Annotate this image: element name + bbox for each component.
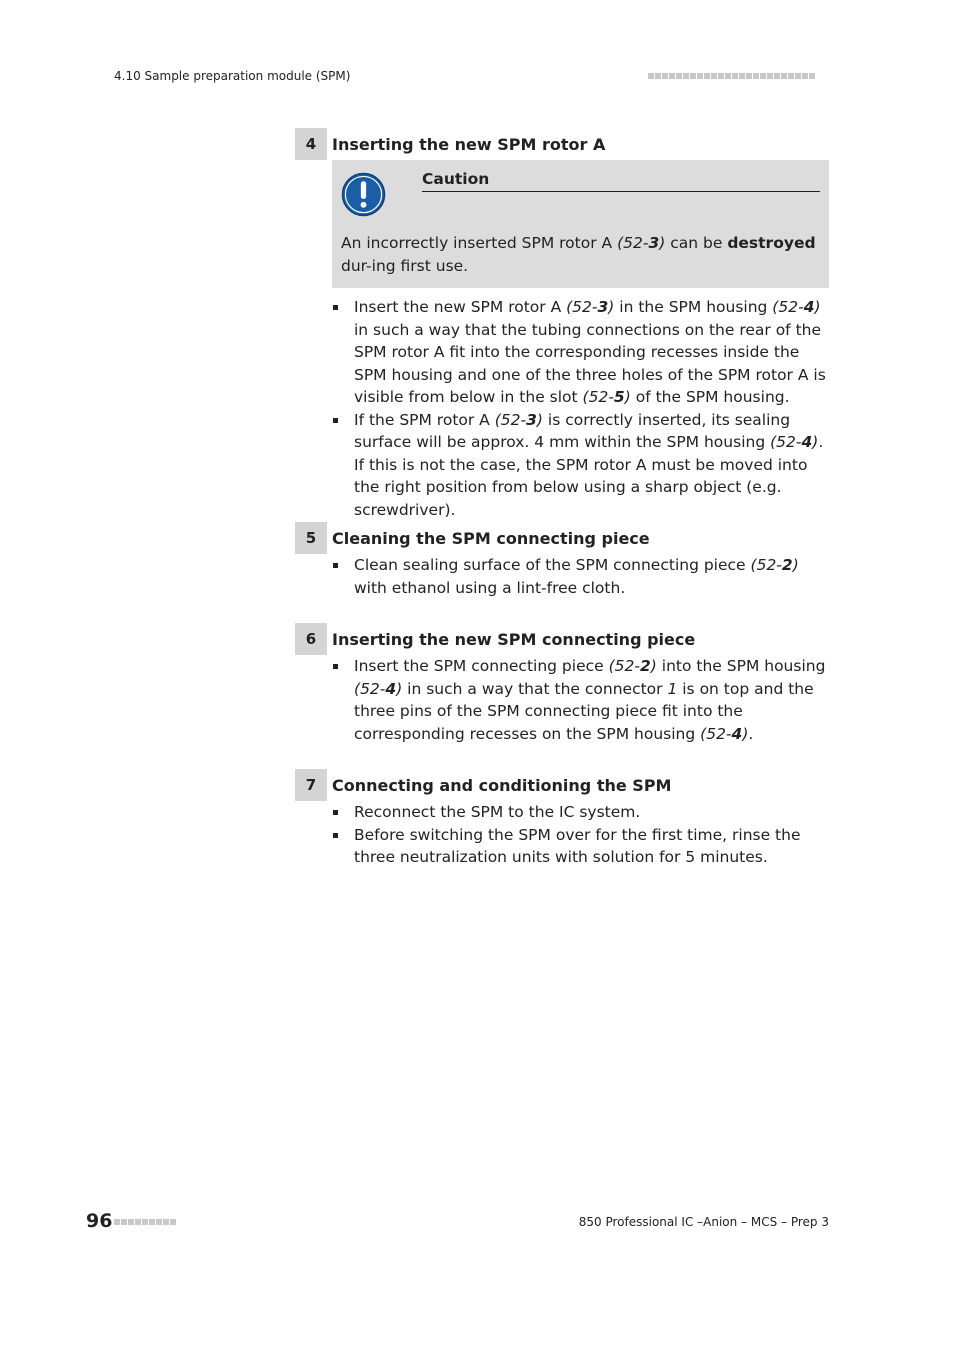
step-7-list — [332, 801, 829, 869]
step-title: Connecting and conditioning the SPM — [332, 775, 672, 795]
step-4-heading — [295, 128, 829, 160]
step-4-list — [332, 296, 829, 521]
list-item: Reconnect the SPM to the IC system. — [332, 801, 829, 824]
list-item: Insert the SPM connecting piece (52-2) into the SPM housing (52-4) in such a way that the connector 1 is on top and the three pins of the SPM connecting piece fit into the corresponding recesses on the SPM housing (52-4). — [332, 655, 829, 745]
step-number: 5 — [295, 522, 327, 554]
step-5-list — [332, 554, 829, 599]
exclamation-icon — [341, 172, 386, 217]
caution-text: An incorrectly inserted SPM rotor A (52-3) can be destroyed dur-ing first use. — [341, 234, 816, 275]
running-header: 4.10 Sample preparation module (SPM) — [114, 69, 351, 83]
list-item: Insert the new SPM rotor A (52-3) in the SPM housing (52-4) in such a way that the tubing connections on the rear of the SPM rotor A fit into the corresponding recesses inside the SPM housing and one of the three holes of the SPM rotor A is visible from below in the slot (52-5) of the SPM housing. — [332, 296, 829, 409]
list-item: Clean sealing surface of the SPM connecting piece (52-2) with ethanol using a lint-free cloth. — [332, 554, 829, 599]
step-number: 4 — [295, 128, 327, 160]
step-6-heading — [295, 623, 829, 655]
footer-decoration — [114, 1219, 176, 1225]
step-6-list — [332, 655, 829, 745]
caution-title: Caution — [422, 170, 820, 192]
step-title: Cleaning the SPM connecting piece — [332, 528, 650, 548]
step-title: Inserting the new SPM rotor A — [332, 134, 606, 154]
step-title: Inserting the new SPM connecting piece — [332, 629, 696, 649]
list-item: If the SPM rotor A (52-3) is correctly inserted, its sealing surface will be approx. 4 mm within the SPM housing (52-4). If this is not the case, the SPM rotor A must be moved into the right position from below using a sharp object (e.g. screwdriver). — [332, 409, 829, 522]
list-item: Before switching the SPM over for the first time, rinse the three neutralization units with solution for 5 minutes. — [332, 824, 829, 869]
step-7-heading — [295, 769, 829, 801]
destroyed-emphasis: destroyed — [727, 234, 816, 252]
step-number: 7 — [295, 769, 327, 801]
page-number: 96 — [86, 1210, 113, 1232]
caution-box — [332, 160, 829, 288]
header-decoration — [648, 73, 815, 79]
step-5-heading — [295, 522, 829, 554]
document-title: 850 Professional IC –Anion – MCS – Prep 3 — [578, 1215, 829, 1229]
step-number: 6 — [295, 623, 327, 655]
